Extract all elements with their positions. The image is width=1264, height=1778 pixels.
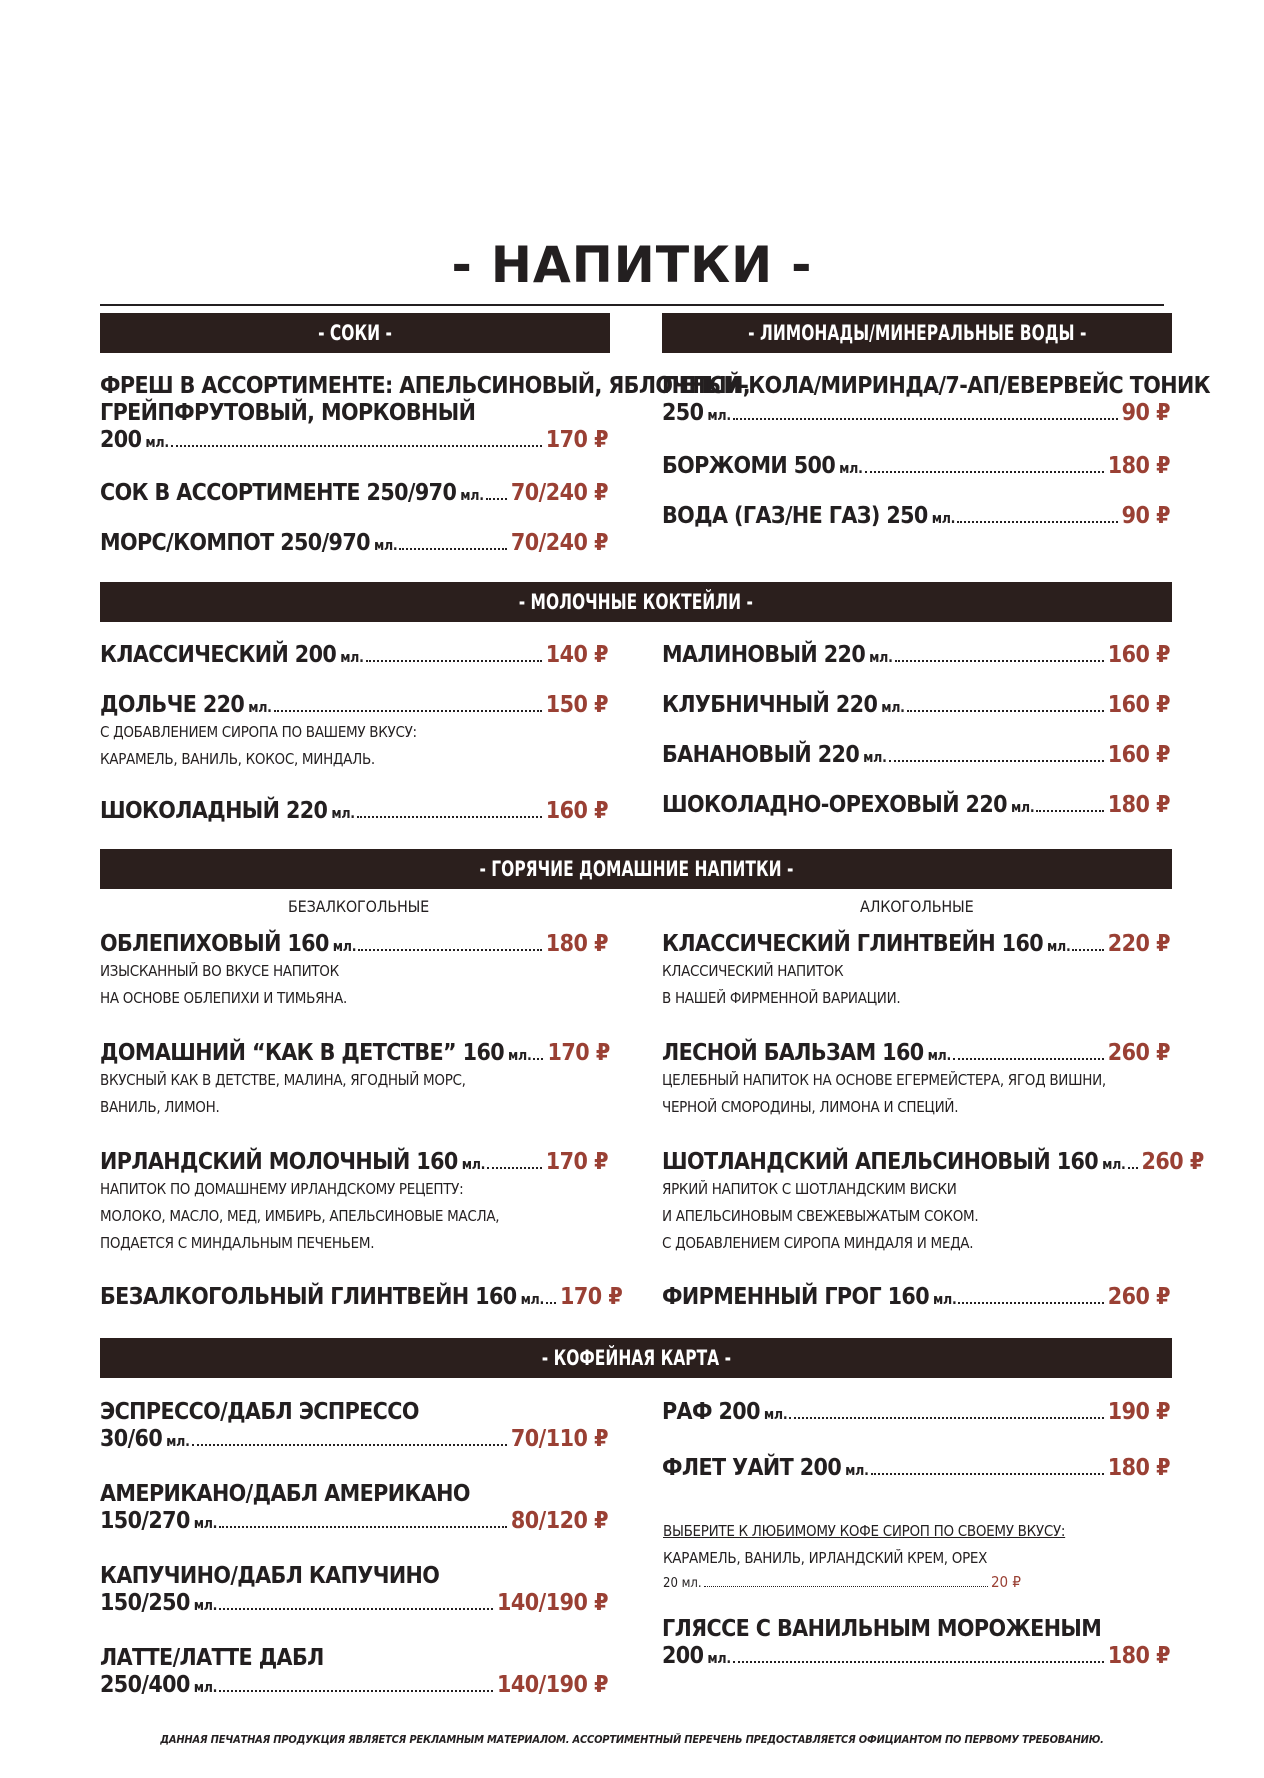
price: 70/240 ₽ [510, 530, 608, 556]
menu-item: ВОДА (ГАЗ/НЕ ГАЗ) 250 мл. 90 ₽ [662, 503, 1170, 529]
menu-item: ЛЕСНОЙ БАЛЬЗАМ 160 мл. 260 ₽ ЦЕЛЕБНЫЙ НАПИТОК НА ОСНОВЕ ЕГЕРМЕЙСТЕРА, ЯГОД ВИШНИ, ЧЕРНОЙ СМОРОДИНЫ, ЛИМОНА И СПЕЦИЙ. [662, 1040, 1170, 1116]
menu-item: ШОТЛАНДСКИЙ АПЕЛЬСИНОВЫЙ 160 мл. 260 ₽ ЯРКИЙ НАПИТОК С ШОТЛАНДСКИМ ВИСКИ И АПЕЛЬСИНОВЫМ СВЕЖЕВЫЖАТЫМ СОКОМ. С ДОБАВЛЕНИЕМ СИРОПА МИНДАЛЯ И МЕДА. [662, 1149, 1204, 1252]
menu-item: КЛАССИЧЕСКИЙ 200 мл. 140 ₽ [100, 642, 608, 668]
column-label-alcoholic: АЛКОГОЛЬНЫЕ [860, 897, 974, 916]
footer-disclaimer: ДАННАЯ ПЕЧАТНАЯ ПРОДУКЦИЯ ЯВЛЯЕТСЯ РЕКЛАМНЫМ МАТЕРИАЛОМ. АССОРТИМЕНТНЫЙ ПЕРЕЧЕНЬ ПРЕДОСТАВЛЯЕТСЯ ОФИЦИАНТОМ ПО ПЕРВОМУ ТРЕБОВАНИЮ. [160, 1733, 1104, 1746]
price: 170 ₽ [547, 1040, 610, 1066]
price: 180 ₽ [1107, 1455, 1170, 1481]
price: 170 ₽ [559, 1284, 623, 1310]
title-rule [100, 304, 1164, 306]
menu-item: РАФ 200 мл. 190 ₽ [662, 1399, 1170, 1425]
menu-item: ФИРМЕННЫЙ ГРОГ 160 мл. 260 ₽ [662, 1284, 1170, 1310]
price: 160 ₽ [1107, 742, 1170, 768]
menu-item: КАПУЧИНО/ДАБЛ КАПУЧИНО 150/250 мл. 140/190 ₽ [100, 1563, 608, 1616]
menu-item: МОРС/КОМПОТ 250/970 мл. 70/240 ₽ [100, 530, 608, 556]
menu-item: АМЕРИКАНО/ДАБЛ АМЕРИКАНО 150/270 мл. 80/120 ₽ [100, 1481, 608, 1534]
price: 70/240 ₽ [510, 480, 608, 506]
menu-item: КЛУБНИЧНЫЙ 220 мл. 160 ₽ [662, 692, 1170, 718]
price: 160 ₽ [1107, 642, 1170, 668]
price: 260 ₽ [1107, 1284, 1170, 1310]
price: 220 ₽ [1107, 931, 1170, 957]
price: 140/190 ₽ [496, 1590, 608, 1616]
menu-item: БОРЖОМИ 500 мл. 180 ₽ [662, 453, 1170, 479]
section-header-lemonades: - ЛИМОНАДЫ/МИНЕРАЛЬНЫЕ ВОДЫ - [662, 313, 1172, 353]
page-title: - НАПИТКИ - [451, 236, 813, 294]
menu-item: ОБЛЕПИХОВЫЙ 160 мл. 180 ₽ ИЗЫСКАННЫЙ ВО ВКУСЕ НАПИТОК НА ОСНОВЕ ОБЛЕПИХИ И ТИМЬЯНА. [100, 931, 608, 1007]
price: 260 ₽ [1141, 1149, 1204, 1175]
menu-item: ДОМАШНИЙ “КАК В ДЕТСТВЕ” 160 мл. 170 ₽ ВКУСНЫЙ КАК В ДЕТСТВЕ, МАЛИНА, ЯГОДНЫЙ МОРС, ВАНИЛЬ, ЛИМОН. [100, 1040, 610, 1116]
price: 160 ₽ [1107, 692, 1170, 718]
menu-item: ШОКОЛАДНЫЙ 220 мл. 160 ₽ [100, 798, 608, 824]
menu-item: ФЛЕТ УАЙТ 200 мл. 180 ₽ [662, 1455, 1170, 1481]
price: 20 ₽ [990, 1573, 1021, 1591]
price: 90 ₽ [1121, 503, 1170, 529]
menu-item: ПЕПСИ-КОЛА/МИРИНДА/7-АП/ЕВЕРВЕЙС ТОНИК 250 мл. 90 ₽ [662, 373, 1210, 426]
section-header-hot-drinks: - ГОРЯЧИЕ ДОМАШНИЕ НАПИТКИ - [100, 849, 1172, 889]
price: 180 ₽ [1107, 453, 1170, 479]
price: 70/110 ₽ [510, 1426, 608, 1452]
price: 170 ₽ [545, 427, 608, 453]
menu-item: ИРЛАНДСКИЙ МОЛОЧНЫЙ 160 мл. 170 ₽ НАПИТОК ПО ДОМАШНЕМУ ИРЛАНДСКОМУ РЕЦЕПТУ: МОЛОКО, МАСЛО, МЕД, ИМБИРЬ, АПЕЛЬСИНОВЫЕ МАСЛА, ПОДАЕТСЯ С МИНДАЛЬНЫМ ПЕЧЕНЬЕМ. [100, 1149, 608, 1252]
price: 260 ₽ [1107, 1040, 1170, 1066]
section-header-coffee: - КОФЕЙНАЯ КАРТА - [100, 1338, 1172, 1378]
price: 160 ₽ [545, 798, 608, 824]
column-label-non-alcoholic: БЕЗАЛКОГОЛЬНЫЕ [288, 897, 430, 916]
menu-item: ЭСПРЕССО/ДАБЛ ЭСПРЕССО 30/60 мл. 70/110 ₽ [100, 1399, 608, 1452]
price: 180 ₽ [545, 931, 608, 957]
menu-item: СОК В АССОРТИМЕНТЕ 250/970 мл. 70/240 ₽ [100, 480, 608, 506]
section-header-juices: - СОКИ - [100, 313, 610, 353]
price: 170 ₽ [545, 1149, 608, 1175]
syrup-title: ВЫБЕРИТЕ К ЛЮБИМОМУ КОФЕ СИРОП ПО СВОЕМУ ВКУСУ: [663, 1522, 1066, 1540]
menu-item: ДОЛЬЧЕ 220 мл. 150 ₽ С ДОБАВЛЕНИЕМ СИРОПА ПО ВАШЕМУ ВКУСУ: КАРАМЕЛЬ, ВАНИЛЬ, КОКОС, МИНДАЛЬ. [100, 692, 608, 768]
menu-item: ФРЕШ В АССОРТИМЕНТЕ: АПЕЛЬСИНОВЫЙ, ЯБЛОЧНЫЙ, ГРЕЙПФРУТОВЫЙ, МОРКОВНЫЙ 200 мл. 170 ₽ [100, 373, 751, 453]
price: 180 ₽ [1107, 1643, 1170, 1669]
syrup-price-row: 20 мл. 20 ₽ [663, 1573, 1021, 1591]
price: 90 ₽ [1121, 400, 1170, 426]
price: 140 ₽ [545, 642, 608, 668]
menu-item: БАНАНОВЫЙ 220 мл. 160 ₽ [662, 742, 1170, 768]
price: 150 ₽ [545, 692, 608, 718]
syrup-list: КАРАМЕЛЬ, ВАНИЛЬ, ИРЛАНДСКИЙ КРЕМ, ОРЕХ [663, 1549, 988, 1567]
menu-item: КЛАССИЧЕСКИЙ ГЛИНТВЕЙН 160 мл. 220 ₽ КЛАССИЧЕСКИЙ НАПИТОК В НАШЕЙ ФИРМЕННОЙ ВАРИАЦИИ. [662, 931, 1170, 1007]
section-header-milkshakes: - МОЛОЧНЫЕ КОКТЕЙЛИ - [100, 582, 1172, 622]
menu-item: ЛАТТЕ/ЛАТТЕ ДАБЛ 250/400 мл. 140/190 ₽ [100, 1645, 608, 1698]
price: 180 ₽ [1107, 792, 1170, 818]
price: 190 ₽ [1107, 1399, 1170, 1425]
menu-item: ГЛЯССЕ С ВАНИЛЬНЫМ МОРОЖЕНЫМ 200 мл. 180 ₽ [662, 1616, 1170, 1669]
price: 140/190 ₽ [496, 1672, 608, 1698]
price: 80/120 ₽ [510, 1508, 608, 1534]
menu-item: БЕЗАЛКОГОЛЬНЫЙ ГЛИНТВЕЙН 160 мл. 170 ₽ [100, 1284, 623, 1310]
menu-item: ШОКОЛАДНО-ОРЕХОВЫЙ 220 мл. 180 ₽ [662, 792, 1170, 818]
menu-item: МАЛИНОВЫЙ 220 мл. 160 ₽ [662, 642, 1170, 668]
